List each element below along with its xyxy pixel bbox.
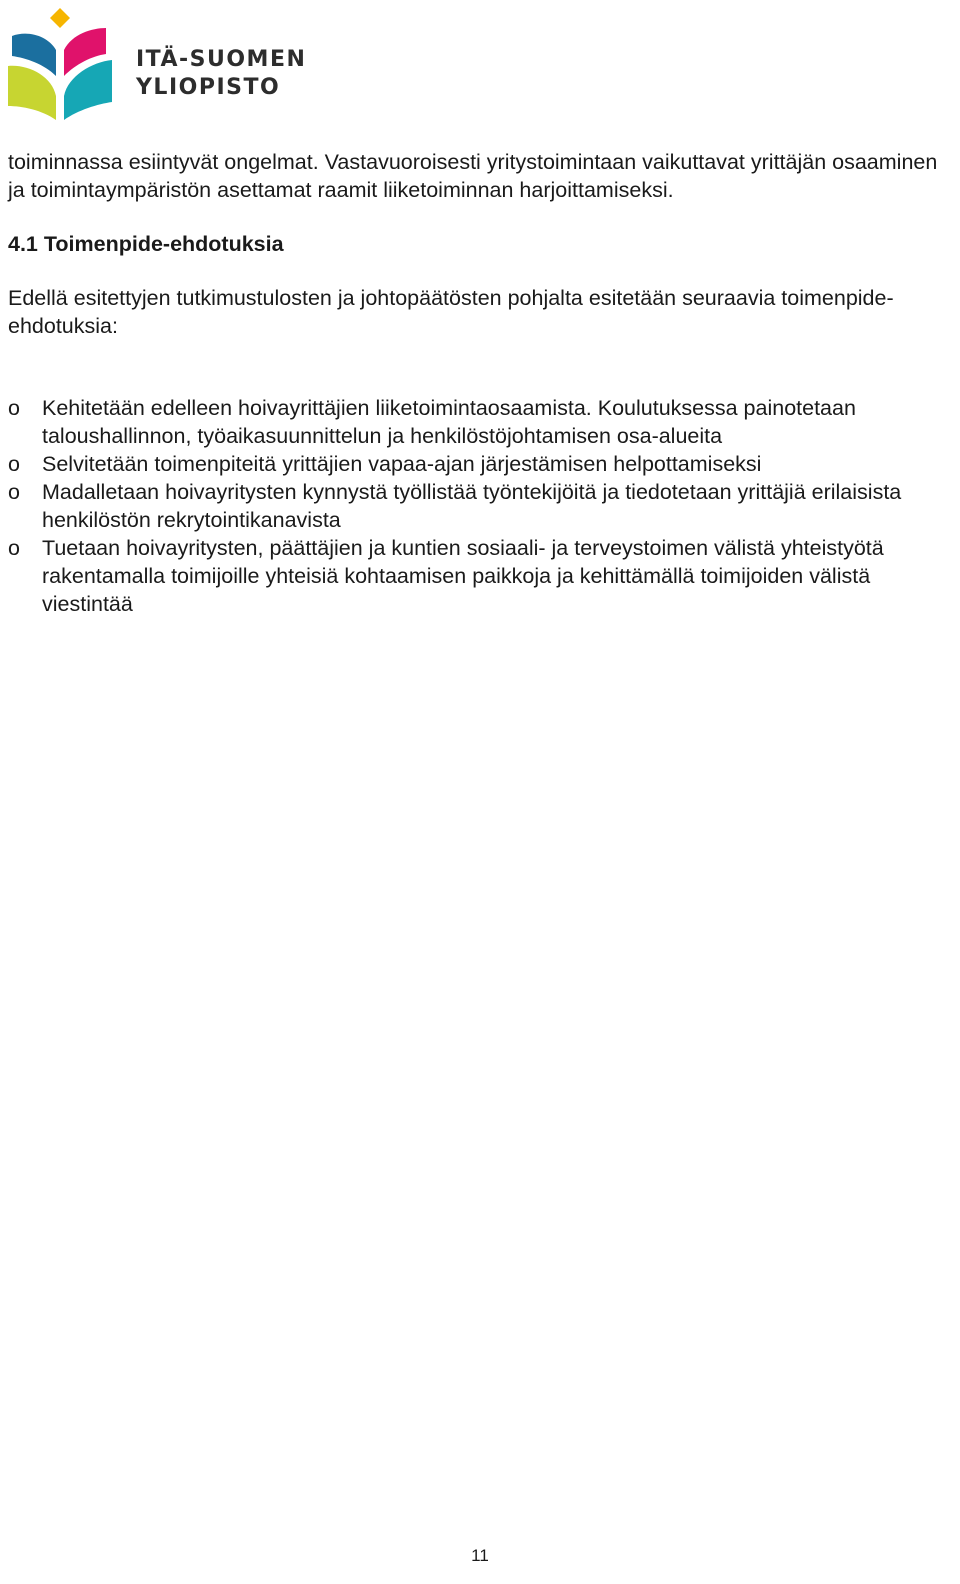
university-logo	[6, 6, 336, 124]
list-item-text: Selvitetään toimenpiteitä yrittäjien vapaa-ajan järjestämisen helpottamiseksi	[42, 452, 762, 476]
bullet-marker: o	[8, 480, 20, 504]
intro-paragraph: toiminnassa esiintyvät ongelmat. Vastavuoroisesti yritystoimintaan vaikuttavat yrittäjän osaaminen ja toimintaympäristön asettamat raamit liiketoiminnan harjoittamiseksi.	[8, 150, 938, 202]
list-item	[8, 478, 948, 534]
logo-wordmark	[136, 46, 306, 102]
list-item-text: Tuetaan hoivayritysten, päättäjien ja kuntien sosiaali- ja terveystoimen välistä yhteistyötä rakentamalla toimijoille yhteisiä kohtaamisen paikkoja ja kehittämällä toimijoiden välistä viestintää	[42, 536, 884, 616]
proposal-list	[8, 394, 948, 618]
bullet-marker: o	[8, 452, 20, 476]
logo-emblem-icon	[6, 6, 126, 124]
list-item	[8, 450, 948, 478]
list-item-text: Kehitetään edelleen hoivayrittäjien liiketoimintaosaamista. Koulutuksessa painotetaan taloushallinnon, työaikasuunnittelun ja henkilöstöjohtamisen osa-alueita	[42, 396, 856, 448]
lead-paragraph: Edellä esitettyjen tutkimustulosten ja johtopäätösten pohjalta esitetään seuraavia toimenpide-ehdotuksia:	[8, 286, 894, 338]
section-heading: 4.1 Toimenpide-ehdotuksia	[8, 232, 284, 256]
page-number: 11	[471, 1546, 489, 1565]
bullet-marker: o	[8, 396, 20, 420]
list-item	[8, 534, 948, 618]
list-item	[8, 394, 948, 450]
logo-line-1: ITÄ-SUOMEN	[136, 47, 307, 72]
document-body	[8, 148, 948, 618]
list-item-text: Madalletaan hoivayritysten kynnystä työllistää työntekijöitä ja tiedotetaan yrittäjiä erilaisista henkilöstön rekrytointikanavista	[42, 480, 902, 532]
logo-line-2: YLIOPISTO	[136, 75, 281, 100]
bullet-marker: o	[8, 536, 20, 560]
